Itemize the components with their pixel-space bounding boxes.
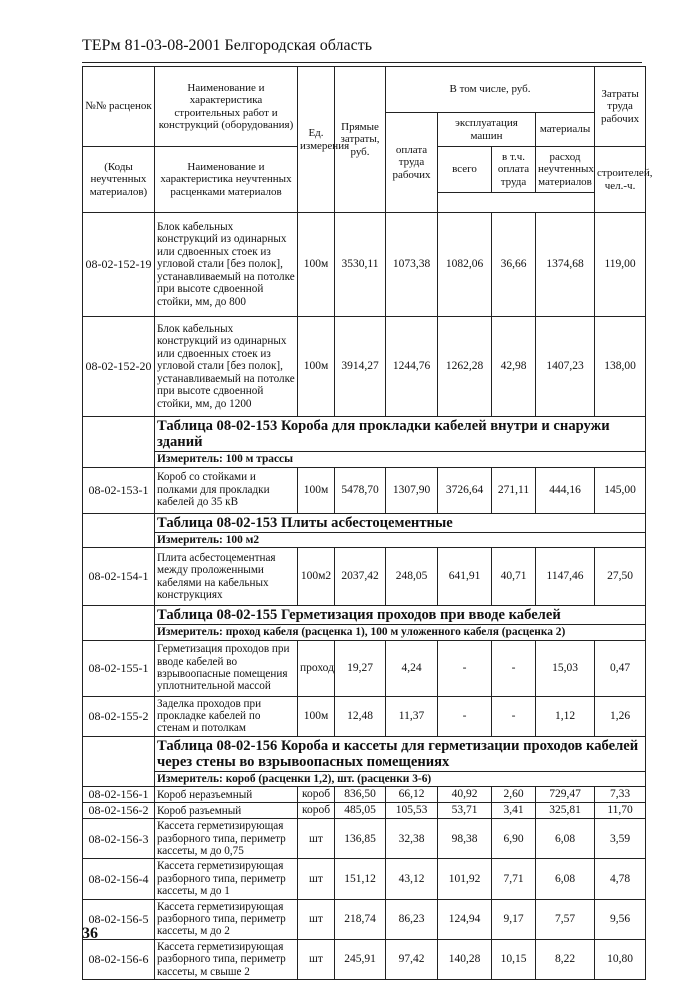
unit: 100м [298, 317, 335, 417]
worker-wages: 11,37 [386, 696, 438, 736]
direct-costs: 245,91 [335, 939, 386, 979]
labor-cost: 9,56 [595, 899, 646, 939]
section-title-row [83, 417, 646, 452]
section-title-row [83, 736, 646, 771]
section-measure: Измеритель: 100 м2 [155, 532, 646, 548]
unit: 100м [298, 467, 335, 513]
empty-cell [83, 452, 155, 468]
rate-code: 08-02-156-4 [83, 859, 155, 899]
header-code: №№ расценок [83, 67, 155, 147]
unit: проход [298, 640, 335, 696]
table-row [83, 899, 646, 939]
rate-description: Кассета герметизирующая разборного типа, периметр кассеты, м до 2 [155, 899, 298, 939]
section-title-row [83, 513, 646, 532]
direct-costs: 2037,42 [335, 548, 386, 606]
direct-costs: 3530,11 [335, 213, 386, 317]
table-row [83, 787, 646, 803]
section-measure-row [83, 532, 646, 548]
empty-cell [83, 736, 155, 771]
rate-code: 08-02-154-1 [83, 548, 155, 606]
machine-wages: 3,41 [492, 803, 536, 819]
table-row [83, 939, 646, 979]
machine-costs-total: - [438, 640, 492, 696]
header-labor-sub: строителей, чел.-ч. [595, 147, 646, 213]
machine-costs-total: 1082,06 [438, 213, 492, 317]
rate-description: Заделка проходов при прокладке кабелей по стенам и потолкам [155, 696, 298, 736]
labor-cost: 1,26 [595, 696, 646, 736]
rate-description: Короб неразъемный [155, 787, 298, 803]
machine-wages: 6,90 [492, 819, 536, 859]
machine-wages: 7,71 [492, 859, 536, 899]
running-head [82, 36, 642, 63]
header-machines-total: всего [438, 147, 492, 193]
rate-description: Блок кабельных конструкций из одинарных или сдвоенных стоек из угловой стали [без полок], устанавливаемый на потолке при высоте сдвоенной стойки, мм, до 1200 [155, 317, 298, 417]
labor-cost: 3,59 [595, 819, 646, 859]
labor-cost: 4,78 [595, 859, 646, 899]
header-materials: материалы [536, 113, 595, 147]
rate-code: 08-02-155-2 [83, 696, 155, 736]
rate-description: Кассета герметизирующая разборного типа, периметр кассеты, м до 1 [155, 859, 298, 899]
section-measure: Измеритель: короб (расценки 1,2), шт. (расценки 3-6) [155, 771, 646, 787]
header-incl: В том числе, руб. [386, 67, 595, 113]
direct-costs: 218,74 [335, 899, 386, 939]
labor-cost: 119,00 [595, 213, 646, 317]
header-unit: Ед. измерения [298, 67, 335, 213]
header-spacer [438, 193, 595, 213]
direct-costs: 12,48 [335, 696, 386, 736]
machine-costs-total: - [438, 696, 492, 736]
machine-wages: 40,71 [492, 548, 536, 606]
labor-cost: 138,00 [595, 317, 646, 417]
section-measure-row [83, 625, 646, 641]
machine-wages: 271,11 [492, 467, 536, 513]
section-title-row [83, 606, 646, 625]
rate-description: Кассета герметизирующая разборного типа, периметр кассеты, м свыше 2 [155, 939, 298, 979]
worker-wages: 1244,76 [386, 317, 438, 417]
worker-wages: 1073,38 [386, 213, 438, 317]
rate-code: 08-02-153-1 [83, 467, 155, 513]
materials: 6,08 [536, 859, 595, 899]
header-labor: Затраты труда рабочих [595, 67, 646, 147]
materials: 1407,23 [536, 317, 595, 417]
section-title: Таблица 08-02-153 Короба для прокладки кабелей внутри и снаружи зданий [155, 417, 646, 452]
unit: шт [298, 939, 335, 979]
table-row [83, 213, 646, 317]
worker-wages: 86,23 [386, 899, 438, 939]
price-table [82, 66, 653, 980]
header-name-sub: Наименование и характеристика неучтенных расценками материалов [155, 147, 298, 213]
table-row [83, 803, 646, 819]
table-row [83, 467, 646, 513]
table-row [83, 640, 646, 696]
direct-costs: 836,50 [335, 787, 386, 803]
labor-cost: 11,70 [595, 803, 646, 819]
direct-costs: 3914,27 [335, 317, 386, 417]
unit: шт [298, 899, 335, 939]
empty-cell [83, 513, 155, 532]
header-name: Наименование и характеристика строительных работ и конструкций (оборудования) [155, 67, 298, 147]
direct-costs: 136,85 [335, 819, 386, 859]
rate-code: 08-02-155-1 [83, 640, 155, 696]
table-row [83, 819, 646, 859]
worker-wages: 248,05 [386, 548, 438, 606]
rate-code: 08-02-156-2 [83, 803, 155, 819]
unit: 100м2 [298, 548, 335, 606]
labor-cost: 0,47 [595, 640, 646, 696]
direct-costs: 485,05 [335, 803, 386, 819]
machine-wages: 36,66 [492, 213, 536, 317]
rate-description: Кассета герметизирующая разборного типа, периметр кассеты, м до 0,75 [155, 819, 298, 859]
rate-description: Блок кабельных конструкций из одинарных или сдвоенных стоек из угловой стали [без полок], устанавливаемый на потолке при высоте сдвоенной стойки, мм, до 800 [155, 213, 298, 317]
machine-wages: 10,15 [492, 939, 536, 979]
machine-costs-total: 101,92 [438, 859, 492, 899]
unit: 100м [298, 213, 335, 317]
rate-code: 08-02-156-1 [83, 787, 155, 803]
materials: 15,03 [536, 640, 595, 696]
labor-cost: 145,00 [595, 467, 646, 513]
unit: 100м [298, 696, 335, 736]
empty-cell [83, 532, 155, 548]
header-machines-wage: в т.ч. оплата труда [492, 147, 536, 193]
header-direct: Прямые затраты, руб. [335, 67, 386, 213]
rate-code: 08-02-156-5 [83, 899, 155, 939]
empty-cell [83, 771, 155, 787]
header-wage: оплата труда рабочих [386, 113, 438, 213]
machine-wages: - [492, 696, 536, 736]
materials: 6,08 [536, 819, 595, 859]
rate-code: 08-02-156-3 [83, 819, 155, 859]
direct-costs: 19,27 [335, 640, 386, 696]
section-measure: Измеритель: проход кабеля (расценка 1), 100 м уложенного кабеля (расценка 2) [155, 625, 646, 641]
worker-wages: 97,42 [386, 939, 438, 979]
section-title: Таблица 08-02-153 Плиты асбестоцементные [155, 513, 646, 532]
direct-costs: 5478,70 [335, 467, 386, 513]
machine-wages: 9,17 [492, 899, 536, 939]
header-code-sub: (Коды неучтенных материалов) [83, 147, 155, 213]
materials: 444,16 [536, 467, 595, 513]
worker-wages: 105,53 [386, 803, 438, 819]
labor-cost: 10,80 [595, 939, 646, 979]
worker-wages: 66,12 [386, 787, 438, 803]
header-materials-sub: расход неучтенных материалов [536, 147, 595, 193]
materials: 8,22 [536, 939, 595, 979]
empty-cell [83, 625, 155, 641]
page-number: 36 [82, 925, 98, 942]
machine-wages: 42,98 [492, 317, 536, 417]
machine-costs-total: 98,38 [438, 819, 492, 859]
rate-description: Короб со стойками и полками для прокладки кабелей до 35 кВ [155, 467, 298, 513]
unit: короб [298, 803, 335, 819]
worker-wages: 1307,90 [386, 467, 438, 513]
machine-costs-total: 3726,64 [438, 467, 492, 513]
labor-cost: 27,50 [595, 548, 646, 606]
worker-wages: 43,12 [386, 859, 438, 899]
unit: короб [298, 787, 335, 803]
materials: 7,57 [536, 899, 595, 939]
empty-cell [83, 606, 155, 625]
machine-wages: 2,60 [492, 787, 536, 803]
materials: 1147,46 [536, 548, 595, 606]
unit: шт [298, 819, 335, 859]
rate-description: Герметизация проходов при вводе кабелей во взрывоопасные помещения уплотнительной массой [155, 640, 298, 696]
machine-wages: - [492, 640, 536, 696]
machine-costs-total: 40,92 [438, 787, 492, 803]
running-head-text: ТЕРм 81-03-08-2001 Белгородская область [82, 37, 372, 54]
direct-costs: 151,12 [335, 859, 386, 899]
materials: 1374,68 [536, 213, 595, 317]
machine-costs-total: 140,28 [438, 939, 492, 979]
rate-code: 08-02-156-6 [83, 939, 155, 979]
materials: 1,12 [536, 696, 595, 736]
section-measure: Измеритель: 100 м трассы [155, 452, 646, 468]
section-measure-row [83, 452, 646, 468]
machine-costs-total: 641,91 [438, 548, 492, 606]
rate-description: Короб разъемный [155, 803, 298, 819]
worker-wages: 4,24 [386, 640, 438, 696]
empty-cell [83, 417, 155, 452]
worker-wages: 32,38 [386, 819, 438, 859]
table-row [83, 548, 646, 606]
materials: 729,47 [536, 787, 595, 803]
table-row [83, 696, 646, 736]
table-row [83, 859, 646, 899]
rate-code: 08-02-152-20 [83, 317, 155, 417]
unit: шт [298, 859, 335, 899]
section-measure-row [83, 771, 646, 787]
machine-costs-total: 53,71 [438, 803, 492, 819]
header-row-1 [83, 67, 646, 113]
header-machines: эксплуатация машин [438, 113, 536, 147]
section-title: Таблица 08-02-156 Короба и кассеты для герметизации проходов кабелей через стены во взрывоопасных помещениях [155, 736, 646, 771]
rate-code: 08-02-152-19 [83, 213, 155, 317]
section-title: Таблица 08-02-155 Герметизация проходов при вводе кабелей [155, 606, 646, 625]
table-row [83, 317, 646, 417]
rate-description: Плита асбестоцементная между проложенными кабелями на кабельных конструкциях [155, 548, 298, 606]
labor-cost: 7,33 [595, 787, 646, 803]
machine-costs-total: 124,94 [438, 899, 492, 939]
machine-costs-total: 1262,28 [438, 317, 492, 417]
materials: 325,81 [536, 803, 595, 819]
